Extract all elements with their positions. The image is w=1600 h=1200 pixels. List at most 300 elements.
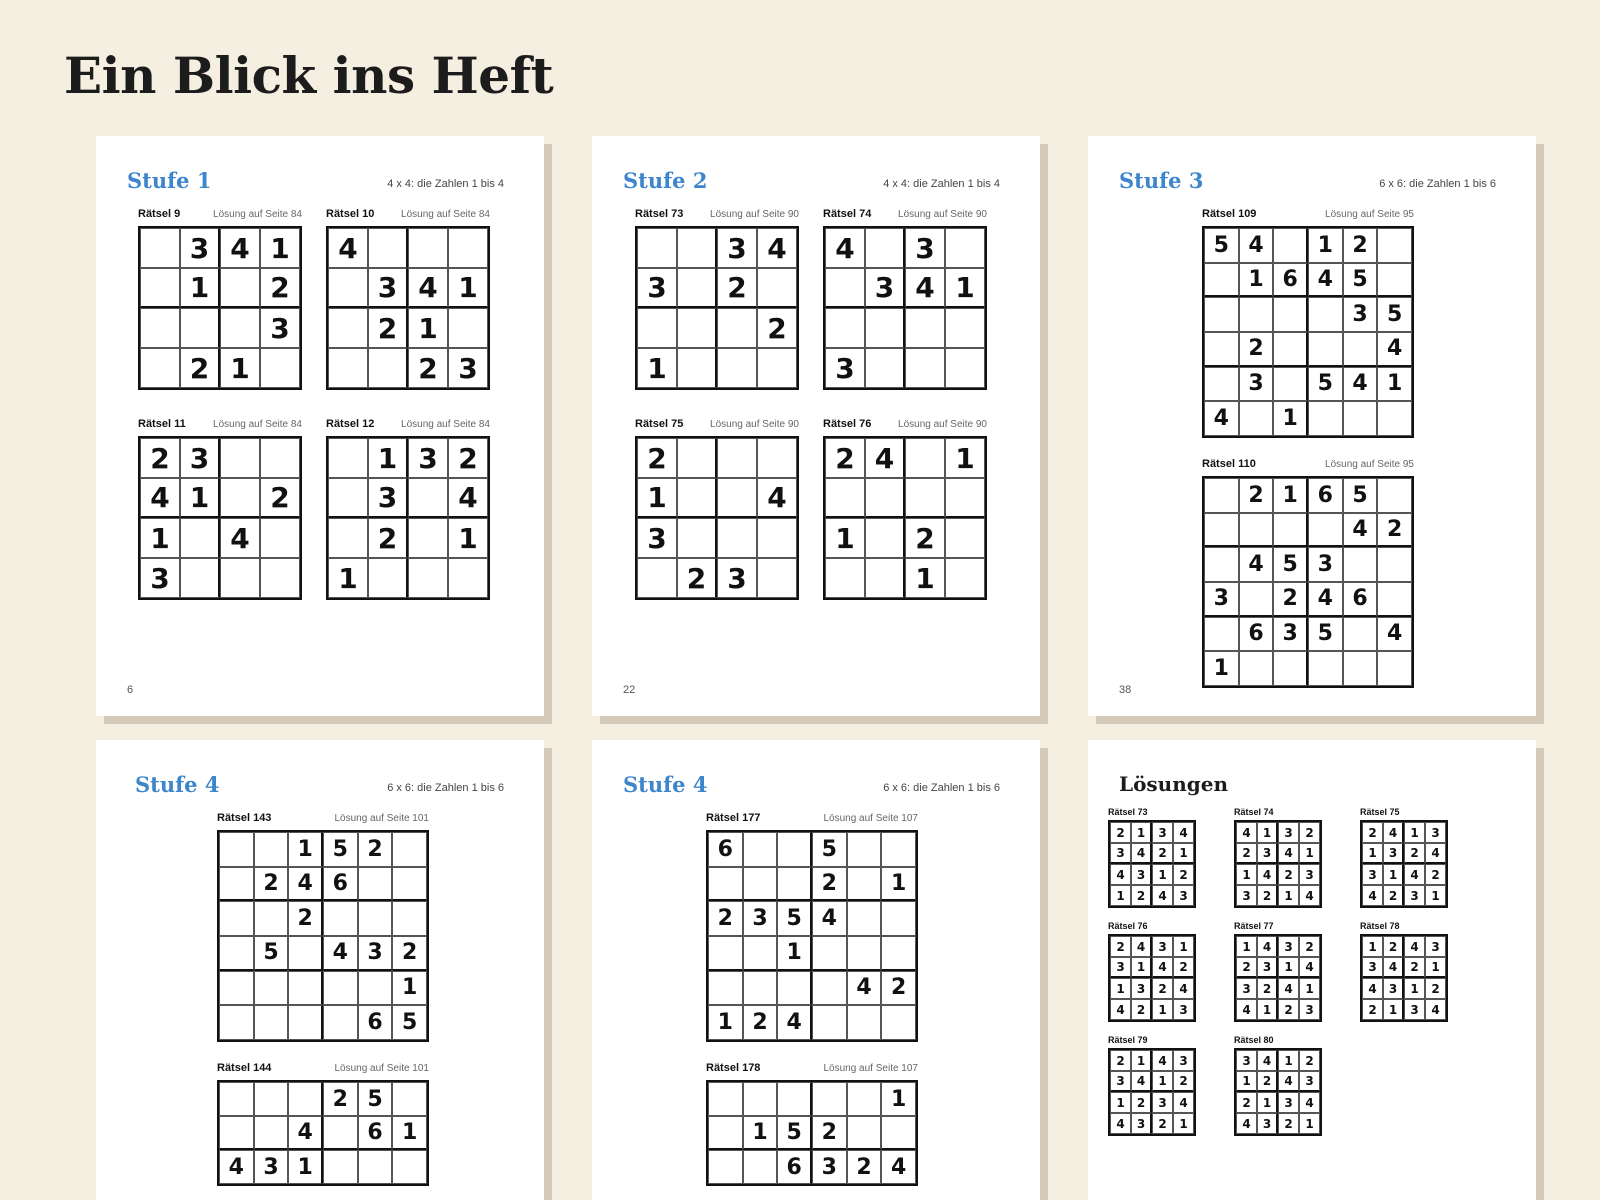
sudoku-cell	[368, 348, 408, 388]
solution-reference: Lösung auf Seite 101	[334, 1063, 429, 1074]
sudoku-cell: 1	[945, 438, 985, 478]
sudoku-cell: 3	[1110, 1071, 1131, 1092]
sudoku-cell	[219, 832, 254, 867]
sudoku-cell: 2	[1299, 1050, 1320, 1071]
sudoku-cell	[1273, 651, 1308, 686]
sudoku-cell: 4	[757, 228, 797, 268]
sudoku-cell: 5	[254, 936, 289, 971]
sudoku-cell	[708, 936, 743, 971]
solution-reference: Lösung auf Seite 84	[401, 419, 490, 430]
sudoku-cell	[1377, 263, 1412, 298]
sudoku-cell	[717, 518, 757, 558]
sudoku-cell: 2	[881, 971, 916, 1006]
sudoku-cell: 4	[1343, 367, 1378, 402]
sudoku-cell: 2	[1110, 1050, 1131, 1071]
sudoku-cell	[1239, 513, 1274, 548]
sudoku-cell	[812, 971, 847, 1006]
sudoku-cell: 4	[1152, 885, 1173, 906]
sudoku-cell	[1204, 263, 1239, 298]
sudoku-cell: 1	[1236, 1071, 1257, 1092]
sudoku-cell: 5	[777, 1116, 812, 1150]
sudoku-cell	[1204, 332, 1239, 367]
sudoku-cell: 5	[1273, 547, 1308, 582]
sudoku-cell: 4	[1239, 228, 1274, 263]
sudoku-cell: 2	[825, 438, 865, 478]
sudoku-cell: 4	[220, 228, 260, 268]
puzzle-grid	[823, 226, 987, 390]
sudoku-cell	[777, 832, 812, 867]
sudoku-cell	[328, 518, 368, 558]
sudoku-cell: 2	[180, 348, 220, 388]
book-page-stufe-2	[592, 136, 1040, 716]
sudoku-cell: 2	[757, 308, 797, 348]
number-range: 6 x 6: die Zahlen 1 bis 6	[387, 782, 504, 794]
sudoku-cell	[219, 971, 254, 1006]
sudoku-cell: 1	[408, 308, 448, 348]
sudoku-cell	[1377, 401, 1412, 436]
sudoku-cell: 4	[812, 901, 847, 936]
book-page-stufe-4-a	[96, 740, 544, 1200]
sudoku-cell: 1	[1278, 885, 1299, 906]
sudoku-cell	[881, 901, 916, 936]
sudoku-cell: 3	[1173, 999, 1194, 1020]
sudoku-cell: 3	[1404, 885, 1425, 906]
sudoku-cell: 2	[1236, 957, 1257, 978]
sudoku-cell: 3	[1110, 843, 1131, 864]
sudoku-cell	[677, 308, 717, 348]
sudoku-cell: 2	[1383, 885, 1404, 906]
sudoku-cell	[448, 228, 488, 268]
sudoku-cell: 5	[1204, 228, 1239, 263]
sudoku-cell	[717, 438, 757, 478]
sudoku-cell: 2	[1362, 822, 1383, 843]
sudoku-cell: 2	[1131, 885, 1152, 906]
sudoku-cell: 4	[1278, 1071, 1299, 1092]
sudoku-cell: 5	[1308, 617, 1343, 652]
sudoku-cell	[219, 901, 254, 936]
sudoku-cell: 4	[1278, 843, 1299, 864]
sudoku-cell	[1343, 332, 1378, 367]
sudoku-cell: 1	[1362, 843, 1383, 864]
sudoku-cell	[180, 518, 220, 558]
sudoku-cell: 2	[637, 438, 677, 478]
sudoku-cell	[220, 478, 260, 518]
puzzle-grid	[635, 226, 799, 390]
sudoku-cell	[260, 348, 300, 388]
solution-grid	[1234, 934, 1322, 1022]
sudoku-cell	[1204, 478, 1239, 513]
sudoku-cell: 2	[408, 348, 448, 388]
solution-grid	[1108, 1048, 1196, 1136]
sudoku-cell: 2	[1273, 582, 1308, 617]
sudoku-cell	[358, 971, 393, 1006]
sudoku-cell: 3	[358, 936, 393, 971]
sudoku-cell	[1273, 513, 1308, 548]
sudoku-cell: 3	[1204, 582, 1239, 617]
sudoku-cell: 3	[1362, 957, 1383, 978]
sudoku-cell: 2	[358, 832, 393, 867]
sudoku-cell	[220, 438, 260, 478]
sudoku-cell: 4	[757, 478, 797, 518]
solution-grid	[1360, 820, 1448, 908]
sudoku-cell: 4	[288, 1116, 323, 1150]
sudoku-cell: 3	[1110, 957, 1131, 978]
puzzle-grid	[706, 830, 918, 1042]
sudoku-cell: 1	[1383, 999, 1404, 1020]
sudoku-cell: 2	[1278, 864, 1299, 885]
solution-reference: Lösung auf Seite 101	[334, 813, 429, 824]
sudoku-cell: 1	[1383, 864, 1404, 885]
sudoku-cell: 4	[847, 971, 882, 1006]
sudoku-cell	[288, 936, 323, 971]
puzzle-label: Rätsel 12	[326, 418, 375, 430]
sudoku-cell	[328, 268, 368, 308]
sudoku-cell	[323, 1150, 358, 1184]
sudoku-cell	[1204, 297, 1239, 332]
sudoku-cell: 2	[1131, 999, 1152, 1020]
number-range: 6 x 6: die Zahlen 1 bis 6	[883, 782, 1000, 794]
sudoku-cell	[260, 558, 300, 598]
sudoku-cell	[945, 478, 985, 518]
sudoku-cell	[180, 558, 220, 598]
sudoku-cell: 2	[905, 518, 945, 558]
sudoku-cell: 2	[368, 308, 408, 348]
sudoku-cell	[677, 268, 717, 308]
sudoku-cell	[220, 308, 260, 348]
sudoku-cell: 4	[1343, 513, 1378, 548]
sudoku-cell: 3	[812, 1150, 847, 1184]
sudoku-cell: 3	[1308, 547, 1343, 582]
puzzle-label: Rätsel 76	[823, 418, 872, 430]
sudoku-cell	[1239, 401, 1274, 436]
sudoku-cell	[140, 348, 180, 388]
solution-reference: Lösung auf Seite 95	[1325, 209, 1414, 220]
sudoku-cell: 2	[1239, 332, 1274, 367]
sudoku-cell: 4	[777, 1005, 812, 1040]
sudoku-cell: 1	[1236, 864, 1257, 885]
sudoku-cell: 1	[1152, 1071, 1173, 1092]
sudoku-cell: 2	[1383, 936, 1404, 957]
sudoku-cell	[254, 901, 289, 936]
sudoku-cell	[328, 348, 368, 388]
sudoku-cell: 6	[1308, 478, 1343, 513]
sudoku-cell: 4	[1362, 885, 1383, 906]
sudoku-cell: 4	[140, 478, 180, 518]
sudoku-cell: 2	[1152, 978, 1173, 999]
sudoku-cell: 2	[1173, 1071, 1194, 1092]
sudoku-cell	[1204, 547, 1239, 582]
solutions-title: Lösungen	[1119, 772, 1228, 796]
sudoku-cell	[865, 308, 905, 348]
sudoku-cell	[254, 832, 289, 867]
sudoku-cell	[219, 1082, 254, 1116]
sudoku-cell: 4	[328, 228, 368, 268]
sudoku-cell	[905, 308, 945, 348]
sudoku-cell	[637, 308, 677, 348]
sudoku-cell	[757, 558, 797, 598]
sudoku-cell: 1	[1404, 978, 1425, 999]
book-page-stufe-4-b	[592, 740, 1040, 1200]
sudoku-cell: 3	[865, 268, 905, 308]
sudoku-cell: 2	[1131, 1092, 1152, 1113]
sudoku-cell	[328, 478, 368, 518]
sudoku-cell	[1343, 651, 1378, 686]
sudoku-cell: 2	[1377, 513, 1412, 548]
sudoku-cell: 4	[1236, 822, 1257, 843]
sudoku-cell	[1343, 401, 1378, 436]
sudoku-cell: 4	[1152, 1050, 1173, 1071]
sudoku-cell	[708, 1082, 743, 1116]
sudoku-cell: 1	[637, 478, 677, 518]
sudoku-cell	[219, 1116, 254, 1150]
sudoku-cell	[260, 438, 300, 478]
sudoku-cell	[392, 832, 427, 867]
sudoku-cell	[1273, 367, 1308, 402]
sudoku-cell	[392, 1150, 427, 1184]
sudoku-cell	[825, 478, 865, 518]
sudoku-cell	[717, 308, 757, 348]
sudoku-cell: 5	[777, 901, 812, 936]
sudoku-cell	[254, 971, 289, 1006]
sudoku-cell	[368, 228, 408, 268]
book-page-loesungen	[1088, 740, 1536, 1200]
sudoku-cell: 1	[288, 832, 323, 867]
solution-reference: Lösung auf Seite 84	[213, 419, 302, 430]
sudoku-cell: 3	[1239, 367, 1274, 402]
sudoku-cell: 3	[1383, 978, 1404, 999]
page-number: 6	[127, 684, 134, 696]
sudoku-cell	[777, 971, 812, 1006]
sudoku-cell: 4	[1131, 843, 1152, 864]
sudoku-cell	[945, 228, 985, 268]
sudoku-cell	[448, 558, 488, 598]
sudoku-cell: 4	[1152, 957, 1173, 978]
sudoku-cell: 2	[1257, 978, 1278, 999]
sudoku-cell: 2	[1343, 228, 1378, 263]
sudoku-cell	[1308, 651, 1343, 686]
puzzle-label: Rätsel 10	[326, 208, 375, 220]
sudoku-cell	[637, 228, 677, 268]
sudoku-cell	[743, 1082, 778, 1116]
sudoku-cell: 4	[1110, 999, 1131, 1020]
sudoku-cell	[825, 268, 865, 308]
sudoku-cell	[1308, 513, 1343, 548]
sudoku-cell: 1	[708, 1005, 743, 1040]
book-page-stufe-3	[1088, 136, 1536, 716]
sudoku-cell: 3	[743, 901, 778, 936]
sudoku-cell	[825, 308, 865, 348]
sudoku-cell: 3	[1131, 978, 1152, 999]
puzzle-grid	[706, 1080, 918, 1186]
solution-reference: Lösung auf Seite 107	[823, 813, 918, 824]
page-heading: Ein Blick ins Heft	[64, 46, 554, 105]
solution-grid	[1108, 820, 1196, 908]
number-range: 4 x 4: die Zahlen 1 bis 4	[883, 178, 1000, 190]
sudoku-cell: 3	[368, 478, 408, 518]
solution-grid	[1108, 934, 1196, 1022]
sudoku-cell: 5	[812, 832, 847, 867]
sudoku-cell: 4	[1383, 957, 1404, 978]
puzzle-label: Rätsel 144	[217, 1062, 272, 1074]
sudoku-cell	[328, 438, 368, 478]
sudoku-cell	[288, 1082, 323, 1116]
sudoku-cell: 2	[323, 1082, 358, 1116]
sudoku-cell: 1	[448, 268, 488, 308]
sudoku-cell: 2	[448, 438, 488, 478]
sudoku-cell: 3	[1425, 822, 1446, 843]
sudoku-cell: 6	[1343, 582, 1378, 617]
sudoku-cell: 3	[1299, 864, 1320, 885]
sudoku-cell	[1273, 332, 1308, 367]
sudoku-cell	[708, 867, 743, 902]
puzzle-label: Rätsel 11	[138, 418, 186, 430]
sudoku-cell: 5	[1343, 478, 1378, 513]
sudoku-cell: 3	[825, 348, 865, 388]
sudoku-cell: 1	[1257, 822, 1278, 843]
sudoku-cell: 3	[1257, 1113, 1278, 1134]
sudoku-cell: 4	[448, 478, 488, 518]
sudoku-cell: 4	[1204, 401, 1239, 436]
sudoku-cell: 5	[358, 1082, 393, 1116]
sudoku-cell: 4	[1257, 864, 1278, 885]
sudoku-cell: 2	[1362, 999, 1383, 1020]
sudoku-cell: 4	[1131, 1071, 1152, 1092]
sudoku-cell	[677, 228, 717, 268]
sudoku-cell: 4	[219, 1150, 254, 1184]
sudoku-cell: 2	[260, 478, 300, 518]
sudoku-cell: 4	[1425, 843, 1446, 864]
sudoku-cell: 3	[180, 228, 220, 268]
sudoku-cell: 3	[254, 1150, 289, 1184]
sudoku-cell: 2	[1236, 1092, 1257, 1113]
sudoku-cell	[358, 1150, 393, 1184]
sudoku-cell: 2	[1299, 822, 1320, 843]
sudoku-cell	[323, 1005, 358, 1040]
sudoku-cell: 4	[1236, 1113, 1257, 1134]
sudoku-cell: 3	[180, 438, 220, 478]
number-range: 6 x 6: die Zahlen 1 bis 6	[1379, 178, 1496, 190]
sudoku-cell	[743, 1150, 778, 1184]
sudoku-cell: 3	[1278, 936, 1299, 957]
sudoku-cell: 3	[1173, 885, 1194, 906]
sudoku-cell: 2	[392, 936, 427, 971]
sudoku-cell: 2	[1278, 999, 1299, 1020]
sudoku-cell: 5	[323, 832, 358, 867]
sudoku-cell: 1	[1308, 228, 1343, 263]
sudoku-cell	[140, 228, 180, 268]
sudoku-cell: 1	[1131, 822, 1152, 843]
puzzle-label: Rätsel 75	[635, 418, 684, 430]
sudoku-cell: 3	[1299, 999, 1320, 1020]
sudoku-cell	[1308, 297, 1343, 332]
sudoku-cell	[1377, 651, 1412, 686]
sudoku-cell: 1	[1110, 978, 1131, 999]
sudoku-cell: 4	[865, 438, 905, 478]
sudoku-cell: 2	[708, 901, 743, 936]
sudoku-cell: 4	[1257, 1050, 1278, 1071]
level-title: Stufe 2	[623, 168, 708, 193]
sudoku-cell	[812, 1082, 847, 1116]
sudoku-cell: 1	[1110, 1092, 1131, 1113]
sudoku-cell	[358, 867, 393, 902]
sudoku-cell	[743, 867, 778, 902]
sudoku-cell: 1	[180, 478, 220, 518]
sudoku-cell	[847, 1082, 882, 1116]
puzzle-grid	[326, 226, 490, 390]
sudoku-cell: 4	[1404, 864, 1425, 885]
sudoku-cell	[1239, 651, 1274, 686]
sudoku-cell: 2	[1236, 843, 1257, 864]
sudoku-cell	[881, 1005, 916, 1040]
sudoku-cell	[1377, 547, 1412, 582]
solution-reference: Lösung auf Seite 90	[710, 209, 799, 220]
puzzle-label: Rätsel 109	[1202, 208, 1257, 220]
sudoku-cell	[140, 268, 180, 308]
sudoku-cell: 3	[1257, 957, 1278, 978]
sudoku-cell: 1	[1299, 978, 1320, 999]
puzzle-grid	[1202, 476, 1414, 688]
sudoku-cell: 3	[1343, 297, 1378, 332]
sudoku-cell	[288, 971, 323, 1006]
sudoku-cell	[743, 971, 778, 1006]
sudoku-cell: 2	[1425, 864, 1446, 885]
sudoku-cell	[1239, 297, 1274, 332]
solution-label: Rätsel 80	[1234, 1035, 1274, 1045]
sudoku-cell: 2	[847, 1150, 882, 1184]
sudoku-cell: 4	[1362, 978, 1383, 999]
sudoku-cell	[865, 558, 905, 598]
sudoku-cell	[812, 936, 847, 971]
sudoku-cell	[847, 936, 882, 971]
solution-label: Rätsel 79	[1108, 1035, 1148, 1045]
sudoku-cell	[717, 348, 757, 388]
sudoku-cell: 3	[140, 558, 180, 598]
sudoku-cell: 3	[637, 518, 677, 558]
sudoku-cell: 6	[358, 1116, 393, 1150]
sudoku-cell: 3	[1404, 999, 1425, 1020]
sudoku-cell: 3	[260, 308, 300, 348]
sudoku-cell	[408, 478, 448, 518]
sudoku-cell: 4	[1383, 822, 1404, 843]
sudoku-cell: 4	[1239, 547, 1274, 582]
sudoku-cell: 4	[323, 936, 358, 971]
solution-reference: Lösung auf Seite 90	[710, 419, 799, 430]
sudoku-cell	[945, 558, 985, 598]
sudoku-cell	[323, 1116, 358, 1150]
sudoku-cell	[140, 308, 180, 348]
sudoku-cell	[1377, 478, 1412, 513]
sudoku-cell: 4	[1236, 999, 1257, 1020]
sudoku-cell: 2	[1173, 864, 1194, 885]
sudoku-cell	[881, 1116, 916, 1150]
sudoku-cell: 6	[1273, 263, 1308, 298]
sudoku-cell	[865, 478, 905, 518]
sudoku-cell	[945, 518, 985, 558]
sudoku-cell: 1	[1131, 957, 1152, 978]
level-title: Stufe 3	[1119, 168, 1204, 193]
sudoku-cell: 1	[1299, 1113, 1320, 1134]
sudoku-cell	[219, 936, 254, 971]
sudoku-cell: 1	[825, 518, 865, 558]
sudoku-cell: 6	[323, 867, 358, 902]
sudoku-cell	[865, 228, 905, 268]
sudoku-cell: 4	[1377, 332, 1412, 367]
sudoku-cell: 3	[1278, 822, 1299, 843]
sudoku-cell	[865, 518, 905, 558]
sudoku-cell	[1308, 401, 1343, 436]
sudoku-cell: 1	[1204, 651, 1239, 686]
sudoku-cell	[905, 478, 945, 518]
